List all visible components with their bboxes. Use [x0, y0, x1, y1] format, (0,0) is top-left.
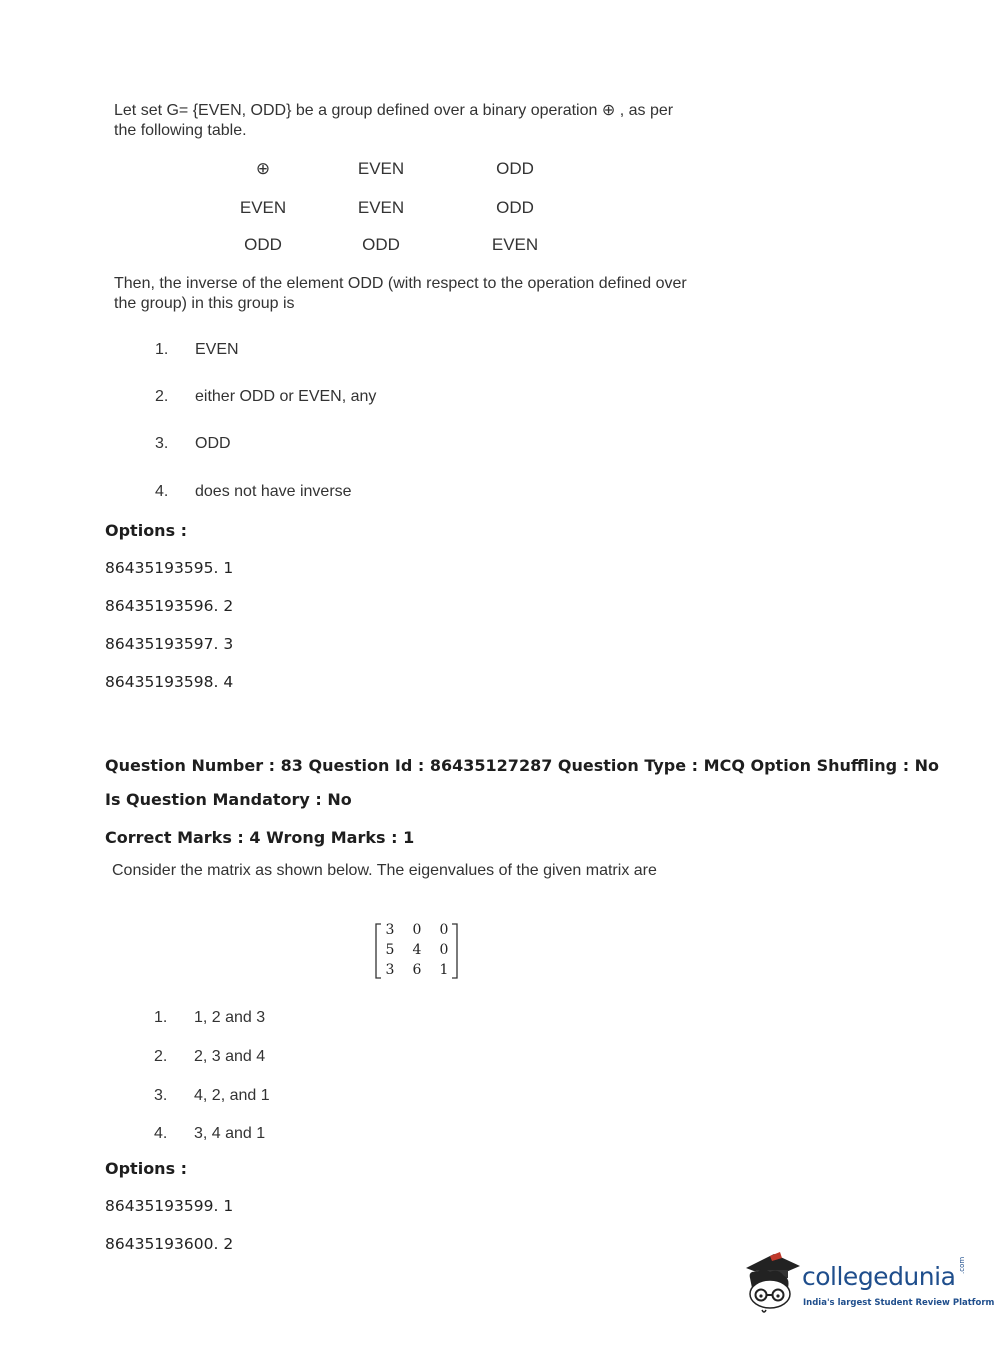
table-cell: ODD	[362, 235, 400, 254]
option-id: 86435193597. 3	[105, 635, 234, 653]
choice-number: 2.	[154, 1048, 168, 1065]
option-id: 86435193598. 4	[105, 673, 234, 691]
logo-name: collegedunia	[802, 1262, 956, 1291]
matrix-cell: 0	[412, 922, 422, 938]
choice-text: 1, 2 and 3	[194, 1009, 266, 1026]
collegedunia-logo	[740, 1248, 995, 1318]
question-line-1: Then, the inverse of the element ODD (with respect to the operation defined over	[114, 275, 687, 292]
table-header-even: EVEN	[357, 159, 405, 178]
choice-text: does not have inverse	[195, 483, 352, 500]
question-line-2: the group) in this group is	[114, 295, 295, 312]
table-cell: ODD	[244, 235, 282, 254]
table-cell: ODD	[496, 198, 534, 217]
options-label: Options :	[105, 521, 188, 540]
option-id: 86435193599. 1	[105, 1197, 234, 1215]
matrix-cell: 5	[385, 942, 395, 958]
choice-text: 2, 3 and 4	[194, 1048, 266, 1065]
question-text	[114, 274, 687, 314]
choice-number: 3.	[155, 435, 169, 452]
table-header-operator: ⊕	[255, 159, 271, 178]
choice-text: EVEN	[195, 341, 239, 358]
logo-suffix: .com	[958, 1256, 966, 1274]
choice-text: either ODD or EVEN, any	[195, 388, 377, 405]
choice-text: ODD	[195, 435, 231, 452]
choice-number: 1.	[155, 341, 169, 358]
matrix-cell: 0	[439, 922, 449, 938]
options-label: Options :	[105, 1159, 188, 1178]
question-marks: Correct Marks : 4 Wrong Marks : 1	[105, 828, 415, 847]
choice-number: 2.	[155, 388, 169, 405]
choice-text: 3, 4 and 1	[194, 1125, 266, 1142]
question-mandatory: Is Question Mandatory : No	[105, 790, 352, 809]
choice-number: 1.	[154, 1009, 168, 1026]
matrix-cell: 1	[439, 962, 449, 978]
choice-text: 4, 2, and 1	[194, 1087, 270, 1104]
stem-line-2: the following table.	[114, 122, 247, 139]
matrix-cell: 3	[385, 962, 395, 978]
table-cell: EVEN	[239, 198, 287, 217]
matrix-cell: 0	[439, 942, 449, 958]
question-stem: Consider the matrix as shown below. The eigenvalues of the given matrix are	[112, 862, 657, 879]
option-id: 86435193600. 2	[105, 1235, 234, 1253]
table-cell: EVEN	[491, 235, 539, 254]
matrix	[372, 921, 460, 981]
table-header-odd: ODD	[496, 159, 534, 178]
matrix-cell: 3	[385, 922, 395, 938]
choice-number: 4.	[155, 483, 169, 500]
choice-number: 3.	[154, 1087, 168, 1104]
option-id: 86435193596. 2	[105, 597, 234, 615]
question-meta: Question Number : 83 Question Id : 86435127287 Question Type : MCQ Option Shuffling : No	[105, 756, 940, 775]
table-cell: EVEN	[357, 198, 405, 217]
mascot-icon	[740, 1248, 802, 1318]
option-id: 86435193595. 1	[105, 559, 234, 577]
logo-tagline: India's largest Student Review Platform	[803, 1298, 995, 1308]
matrix-cell: 4	[412, 942, 422, 958]
question-stem	[114, 101, 673, 141]
choice-number: 4.	[154, 1125, 168, 1142]
stem-line-1: Let set G= {EVEN, ODD} be a group defined over a binary operation ⊕ , as per	[114, 102, 674, 119]
matrix-cell: 6	[412, 962, 422, 978]
